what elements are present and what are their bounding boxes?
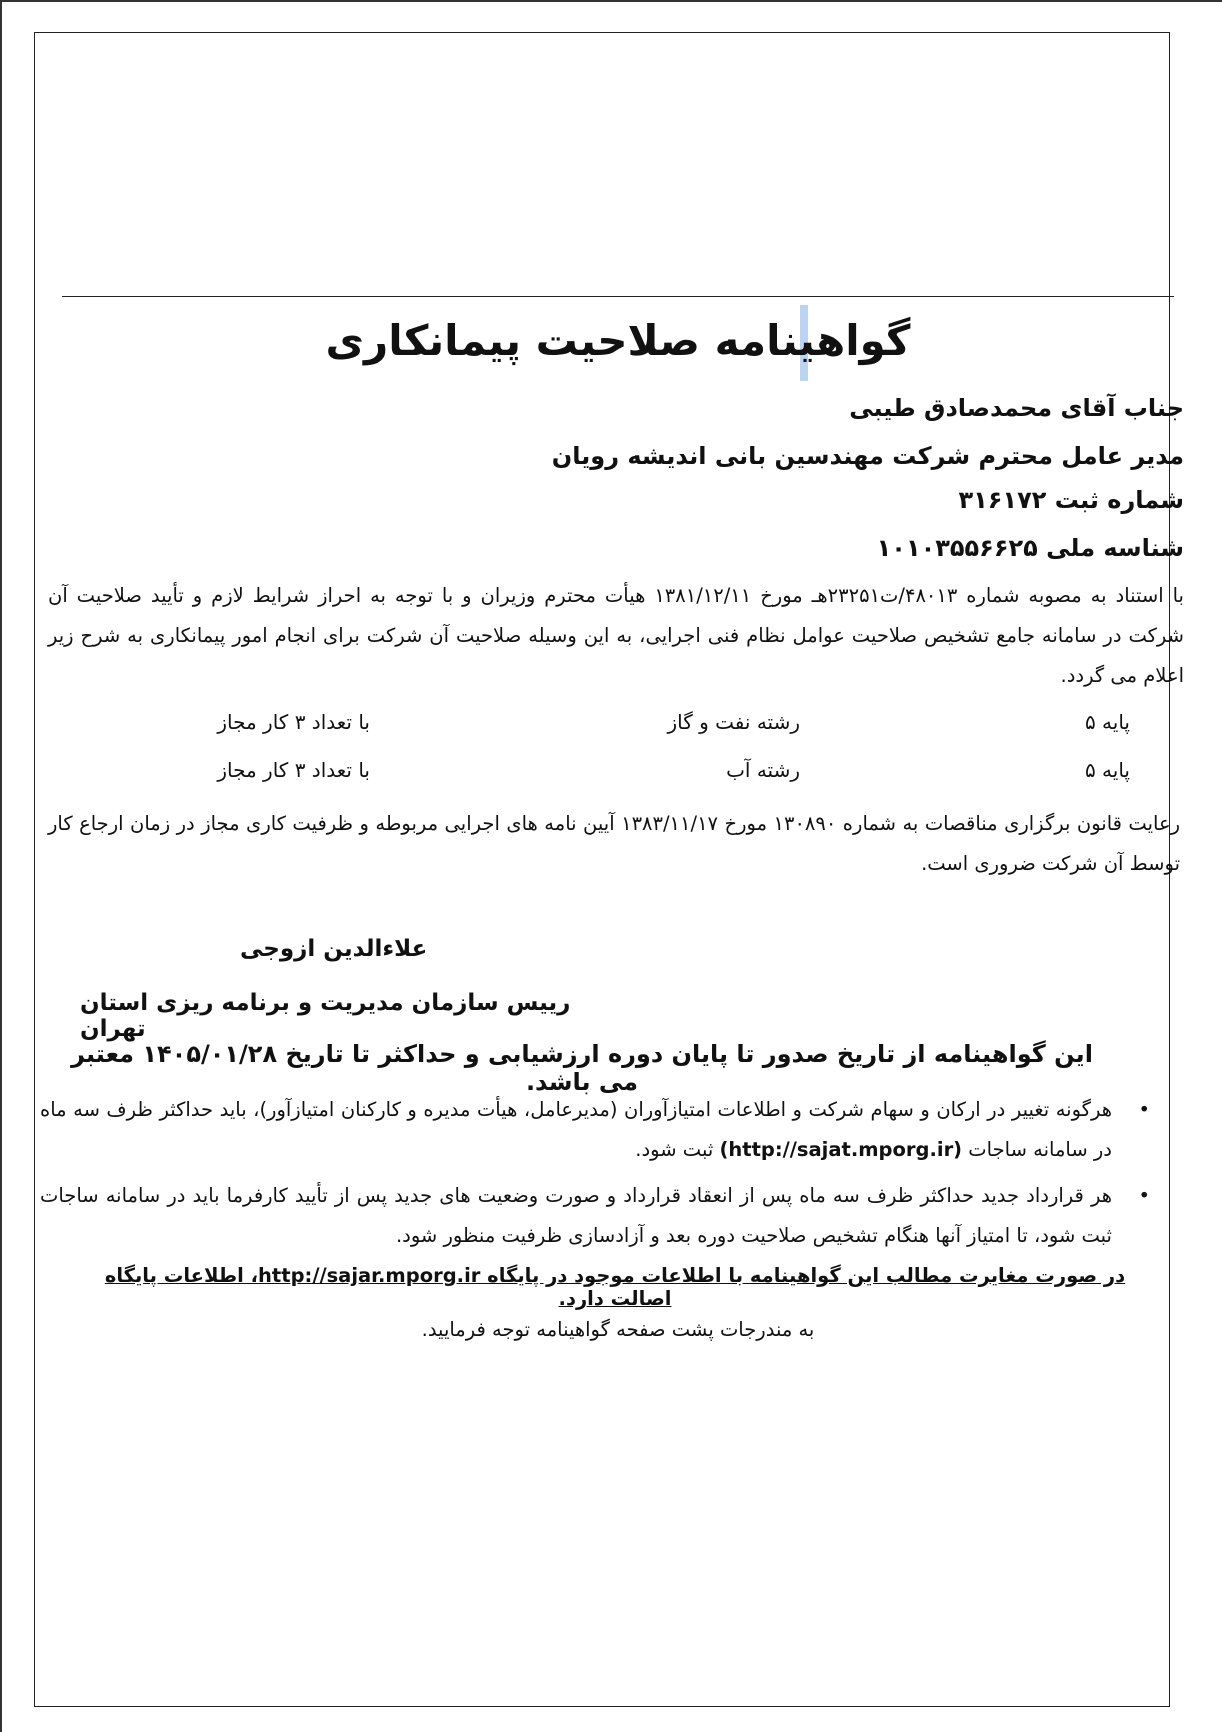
note-item	[40, 1090, 1160, 1170]
sajat-url-link[interactable]: (http://sajat.mporg.ir)	[719, 1138, 963, 1161]
signatory-title: رییس سازمان مدیریت و برنامه ریزی استان تهران	[80, 990, 571, 1042]
note-text-end: ثبت شود.	[635, 1138, 720, 1161]
national-id: شناسه ملی ۱۰۱۰۳۵۵۶۶۲۵	[876, 534, 1184, 562]
footer-note: به مندرجات پشت صفحه گواهینامه توجه فرمایید.	[421, 1318, 815, 1341]
bullet-icon: •	[1138, 1184, 1150, 1207]
registration-number: شماره ثبت ۳۱۶۱۷۲	[958, 486, 1184, 514]
validity-statement: این گواهینامه از تاریخ صدور تا پایان دوره ارزشیابی و حداکثر تا تاریخ ۱۴۰۵/۰۱/۲۸ معتبر می باشد.	[71, 1040, 1093, 1096]
bullet-icon: •	[1138, 1098, 1150, 1121]
qualification-field: رشته آب	[726, 758, 800, 782]
intro-paragraph: با استناد به مصوبه شماره ۴۸۰۱۳/ت۲۳۲۵۱هـ مورخ ۱۳۸۱/۱۲/۱۱ هیأت محترم وزیران و با توجه به احراز شرایط لازم و تأیید صلاحیت آن شرکت در سامانه جامع تشخیص صلاحیت عوامل نظام فنی اجرایی، به این وسیله صلاحیت آن شرکت برای انجام امور پیمانکاری به شرح زیر اعلام می گردد.	[48, 584, 1184, 687]
compliance-paragraph: رعایت قانون برگزاری مناقصات به شماره ۱۳۰۸۹۰ مورخ ۱۳۸۳/۱۱/۱۷ آیین نامه های اجرایی مربوطه و ظرفیت کاری مجاز در زمان ارجاع کار توسط آن شرکت ضروری است.	[48, 812, 1180, 875]
qualification-row	[120, 758, 1130, 790]
qualification-count: با تعداد ۳ کار مجاز	[217, 710, 370, 734]
note-text: هر قرارداد جدید حداکثر ظرف سه ماه پس از انعقاد قرارداد و صورت وضعیت های جدید پس از تأیید کارفرما باید در سامانه ساجات ثبت شود، تا امتیاز آنها هنگام تشخیص صلاحیت دوره بعد و آزادسازی ظرفیت منظور شود.	[40, 1184, 1112, 1247]
qualification-count: با تعداد ۳ کار مجاز	[217, 758, 370, 782]
recipient-position: مدیر عامل محترم شرکت مهندسین بانی اندیشه رویان	[551, 442, 1184, 470]
qualification-grade: پایه ۵	[1084, 710, 1130, 734]
notes-list	[40, 1090, 1160, 1262]
signatory-name: علاءالدین ازوجی	[240, 936, 428, 962]
qualification-grade: پایه ۵	[1084, 758, 1130, 782]
recipient-name: جناب آقای محمدصادق طیبی	[849, 394, 1184, 422]
authenticity-warning: در صورت مغایرت مطالب این گواهینامه با اطلاعات موجود در پایگاه http://sajar.mporg.ir، اطلاعات پایگاه اصالت دارد.	[104, 1264, 1126, 1310]
note-text: هرگونه تغییر در ارکان و سهام شرکت و اطلاعات امتیازآوران (مدیرعامل، هیأت مدیره و کارکنان امتیازآور)، باید حداکثر ظرف سه ماه در سامانه ساجات	[40, 1098, 1112, 1161]
note-item	[40, 1176, 1160, 1256]
page-title: گواهینامه صلاحیت پیمانکاری	[325, 316, 911, 365]
qualification-field: رشته نفت و گاز	[667, 710, 800, 734]
header-divider	[62, 296, 1174, 297]
qualification-row	[120, 710, 1130, 742]
